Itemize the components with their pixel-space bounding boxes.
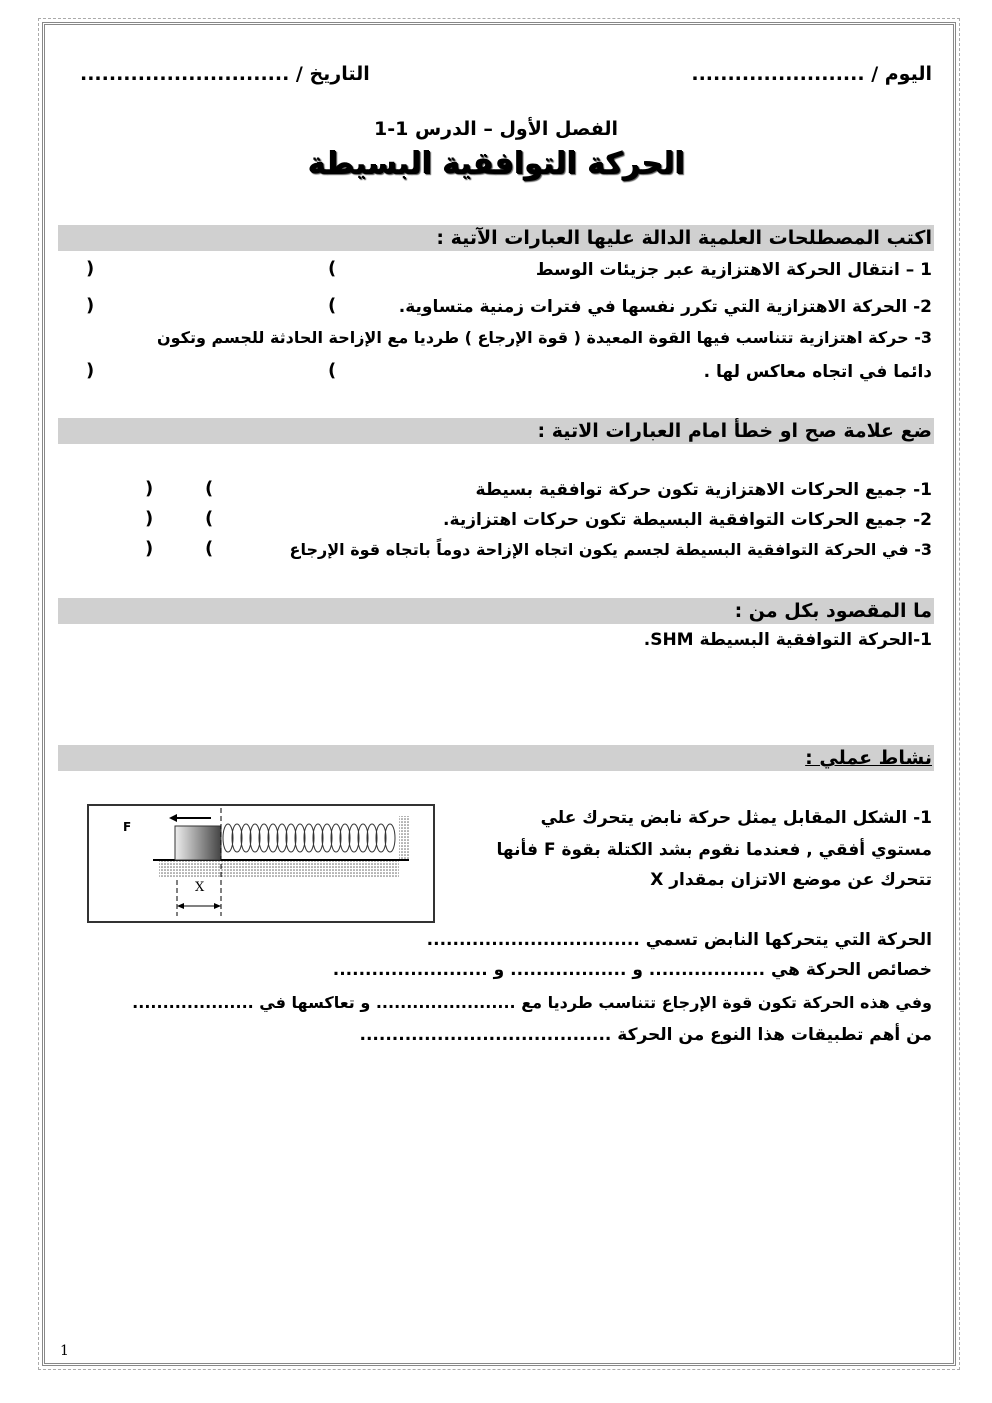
tf-item-1: 1- جميع الحركات الاهتزازية تكون حركة توافقية بسيطة [475, 480, 932, 500]
answer-paren: ( [328, 295, 337, 316]
term-item-1: 1 – انتقال الحركة الاهتزازية عبر جزيئات الوسط [535, 260, 932, 280]
answer-paren: ) [145, 508, 154, 529]
fill-line-4: من أهم تطبيقات هذا النوع من الحركة ....................................... [359, 1025, 932, 1045]
term-item-2: 2- الحركة الاهتزازية التي تكرر نفسها في فترات زمنية متساوية. [398, 297, 932, 317]
section-heading-true-false: ضع علامة صح او خطأ امام العبارات الاتية : [58, 418, 934, 444]
spring-icon [223, 824, 395, 852]
activity-description-3: تتحرك عن موضع الاتزان بمقدار X [650, 870, 932, 890]
floor [159, 860, 399, 878]
term-item-3: 3- حركة اهتزازية تتناسب فيها القوة المعيدة ( قوة الإرجاع ) طرديا مع الإزاحة الحادثة للجسم وتكون [156, 328, 932, 347]
date-field: التاريخ / ............................. [80, 63, 370, 85]
fill-line-1: الحركة التي يتحركها النابض تسمي ................................. [426, 930, 932, 950]
answer-paren: ) [86, 295, 95, 316]
section-heading-definitions: ما المقصود بكل من : [58, 598, 934, 624]
page-title: الحركة التوافقية البسيطة [307, 146, 685, 181]
displacement-label: X [195, 880, 205, 895]
force-arrow-icon [169, 814, 211, 822]
lesson-subtitle: الفصل الأول – الدرس 1-1 [373, 118, 619, 140]
spring-mass-figure [87, 804, 435, 923]
answer-paren: ( [205, 538, 214, 559]
answer-paren: ( [328, 360, 337, 381]
answer-paren: ( [205, 508, 214, 529]
tf-item-2: 2- جميع الحركات التوافقية البسيطة تكون حركات اهتزازية. [443, 510, 932, 530]
page-border [42, 22, 956, 1366]
answer-paren: ( [205, 478, 214, 499]
section-heading-activity: نشاط عملي : [58, 745, 934, 771]
fill-line-2: خصائص الحركة هي .................. و .................. و ........................ [332, 960, 932, 980]
activity-description-2: مستوي أفقي , فعندما نقوم بشد الكتلة بقوة F فأنها [496, 840, 932, 860]
answer-paren: ) [86, 258, 95, 279]
spring-diagram [89, 806, 433, 921]
page-number: 1 [60, 1343, 69, 1359]
mass-block [175, 826, 221, 860]
fill-line-3: وفي هذه الحركة تكون قوة الإرجاع تتناسب طرديا مع ....................... و تعاكسها في .................... [132, 993, 932, 1012]
wall [399, 816, 409, 860]
force-label: F [123, 820, 132, 834]
definition-item-1: 1-الحركة التوافقية البسيطة SHM. [643, 630, 932, 650]
answer-paren: ( [328, 258, 337, 279]
activity-description-1: 1- الشكل المقابل يمثل حركة نابض يتحرك علي [540, 808, 932, 828]
day-field: اليوم / ........................ [691, 63, 932, 85]
answer-paren: ) [145, 538, 154, 559]
term-item-3-cont: دائما في اتجاه معاكس لها . [703, 362, 932, 382]
section-heading-terms: اكتب المصطلحات العلمية الدالة عليها العبارات الآتية : [58, 225, 934, 251]
answer-paren: ) [86, 360, 95, 381]
displacement-arrow-icon [177, 903, 221, 909]
answer-paren: ) [145, 478, 154, 499]
tf-item-3: 3- في الحركة التوافقية البسيطة لجسم يكون اتجاه الإزاحة دوماً باتجاه قوة الإرجاع [289, 540, 932, 559]
